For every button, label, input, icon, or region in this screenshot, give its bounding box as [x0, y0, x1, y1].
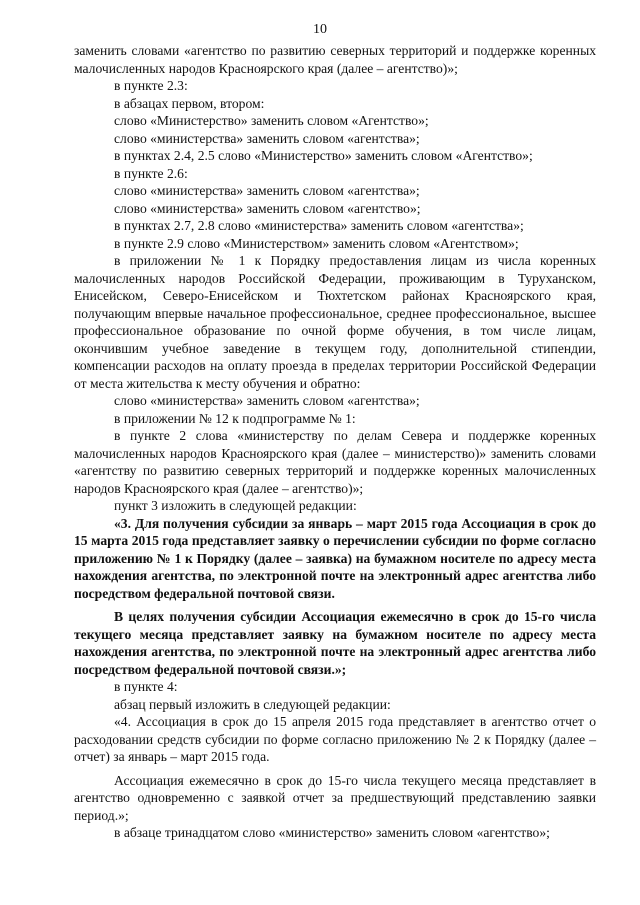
paragraph-9: слово «министерства» заменить словом «агентство»; [114, 200, 421, 216]
paragraph-4: слово «Министерство» заменить словом «Агентство»; [114, 113, 429, 128]
paragraph-10: в пунктах 2.7, 2.8 слово «министерства» заменить словом «агентства»; [114, 218, 524, 233]
paragraph-1: заменить словами «агентство по развитию северных территорий и поддержке коренных малочисленных народов Красноярского края (далее – агентство)»; [74, 43, 596, 76]
paragraph-8: слово «министерства» заменить словом «агентства»; [114, 183, 420, 198]
document-body [74, 42, 596, 842]
paragraph-17: «3. Для получения субсидии за январь – март 2015 года Ассоциация в срок до 15 марта 2015 года представляет заявку о перечислении субсидии по форме согласно приложению № 1 к Порядку (далее – заявка) на бумажном носителе по адресу места нахождения агентства, по электронной почте на электронный адрес агентства либо посредством федеральной почтовой связи. [74, 515, 596, 601]
paragraph-5: слово «министерства» заменить словом «агентства»; [114, 130, 420, 146]
paragraph-15: в пункте 2 слова «министерству по делам Севера и поддержке коренных малочисленных народов Красноярского края (далее – министерство)» заменить словами «агентству по развитию северных территорий и поддержке коренных малочисленных народов Красноярского края (далее – агентство)»; [74, 428, 596, 496]
paragraph-6: в пунктах 2.4, 2.5 слово «Министерство» заменить словом «Агентство»; [114, 148, 533, 163]
paragraph-12: в приложении № 1 к Порядку предоставления лицам из числа коренных малочисленных народов Российской Федерации, проживающим в Туруханском, Енисейском, Северо-Енисейском и Тюхтетском районах Красноярского края, получающим впервые начальное профессиональное, среднее профессиональное, высшее профессиональное образование по очной форме обучения, в том числе лицам, окончившим учебное заведение в текущем году, дополнительной стипендии, компенсации расходов на оплату проезда в пределах территории Российской Федерации от места жительства к месту обучения и обратно: [74, 253, 596, 391]
paragraph-22: Ассоциация ежемесячно в срок до 15-го числа текущего месяца представляет в агентство одновременно с заявкой отчет за предшествующий представлению заявки период.»; [74, 772, 596, 823]
paragraph-16: пункт 3 изложить в следующей редакции: [114, 498, 357, 513]
paragraph-21: «4. Ассоциация в срок до 15 апреля 2015 года представляет в агентство отчет о расходовании средств субсидии по форме согласно приложению № 2 к Порядку (далее – отчет) за январь – март 2015 года. [74, 714, 596, 764]
paragraph-3: в абзацах первом, втором: [114, 95, 265, 111]
paragraph-7: в пункте 2.6: [114, 165, 188, 181]
paragraph-20: абзац первый изложить в следующей редакции: [114, 696, 391, 712]
paragraph-14: в приложении № 12 к подпрограмме № 1: [114, 410, 356, 426]
paragraph-13: слово «министерства» заменить словом «агентства»; [114, 393, 420, 408]
page-number: 10 [313, 22, 327, 37]
paragraph-23: в абзаце тринадцатом слово «министерство» заменить словом «агентство»; [114, 825, 550, 840]
paragraph-11: в пункте 2.9 слово «Министерством» заменить словом «Агентством»; [114, 235, 519, 251]
paragraph-18: В целях получения субсидии Ассоциация ежемесячно в срок до 15-го числа текущего месяца представляет заявку на бумажном носителе по адресу места нахождения агентства, по электронной почте на электронный адрес агентства либо посредством федеральной почтовой связи.»; [74, 609, 596, 677]
paragraph-2: в пункте 2.3: [114, 78, 188, 93]
paragraph-19: в пункте 4: [114, 679, 178, 694]
